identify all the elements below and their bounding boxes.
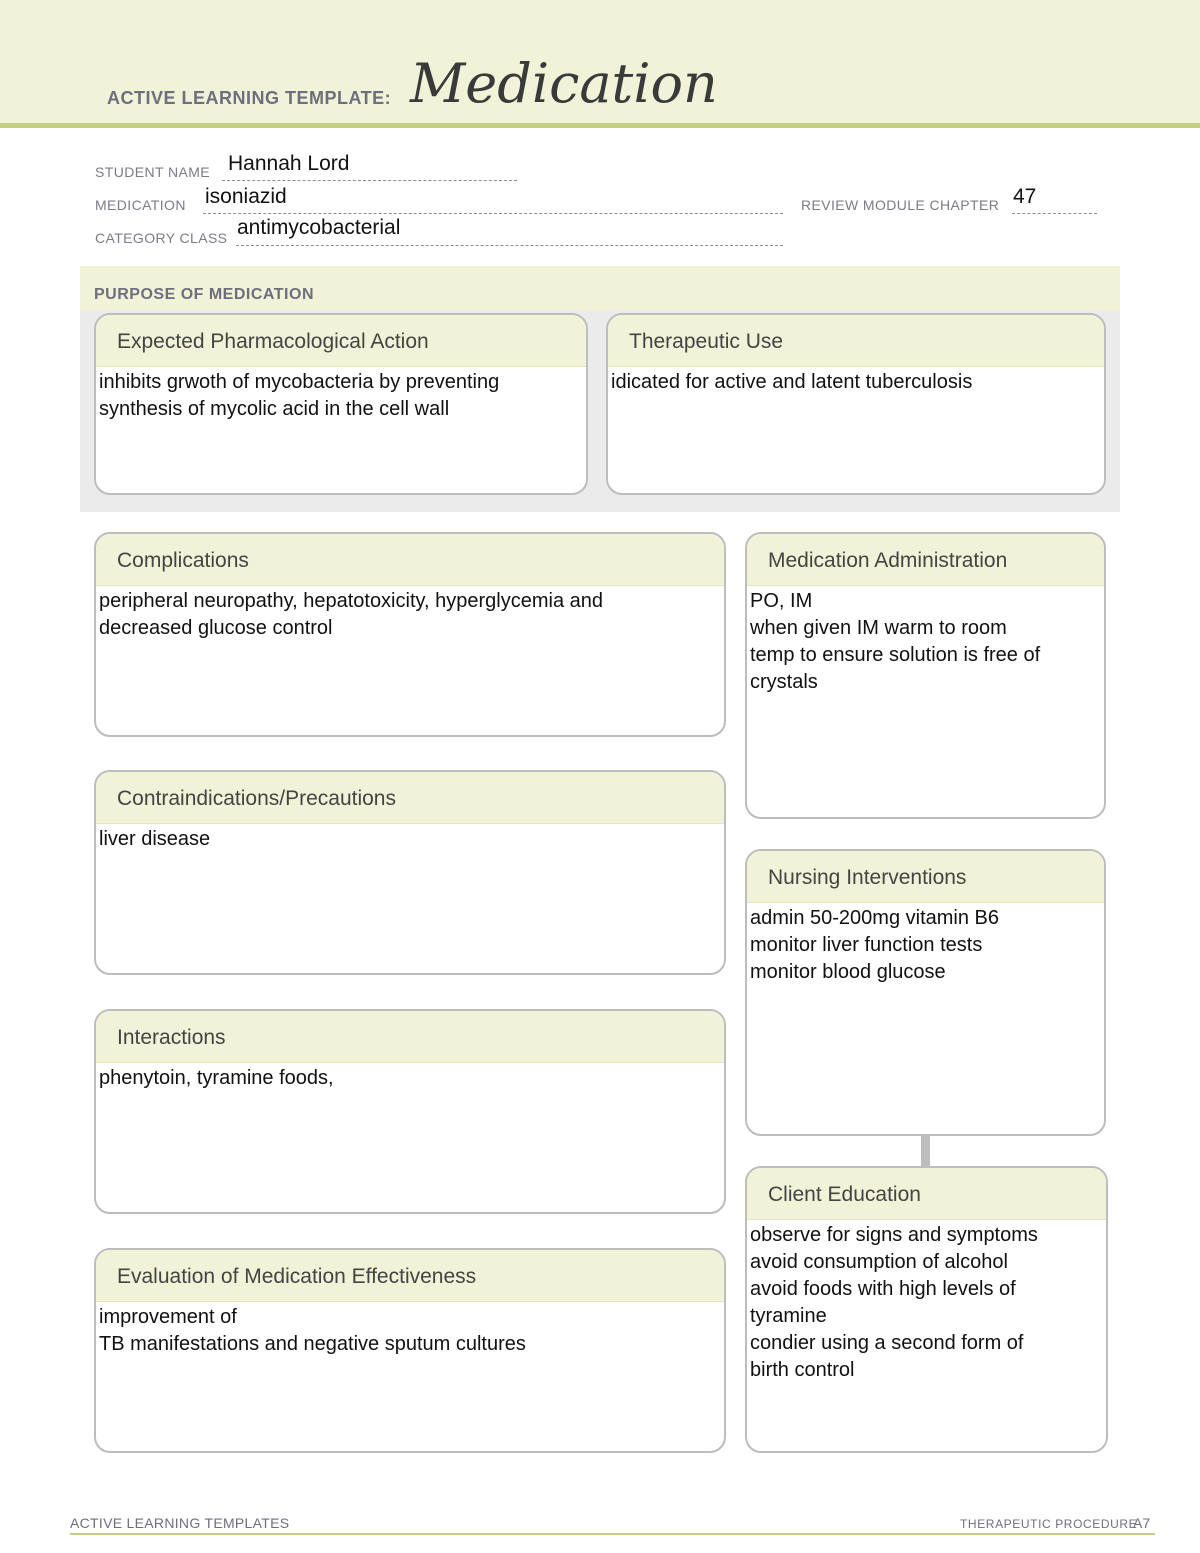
category-row <box>95 230 227 248</box>
contraindications-header <box>96 772 724 824</box>
administration-header <box>747 534 1104 586</box>
chapter-line <box>1012 213 1097 214</box>
nursing-body[interactable]: admin 50-200mg vitamin B6 monitor liver function tests monitor blood glucose <box>750 907 1000 983</box>
footer-rule <box>70 1533 1155 1535</box>
template-label: ACTIVE LEARNING TEMPLATE: <box>107 88 392 108</box>
chapter-row <box>801 197 999 215</box>
nursing-header <box>747 851 1104 903</box>
education-body[interactable]: observe for signs and symptoms avoid consumption of alcohol avoid foods with high levels of tyramine condier using a second form of birth control <box>750 1224 1038 1381</box>
expected-action-header <box>96 315 586 367</box>
footer-left-text: ACTIVE LEARNING TEMPLATES <box>70 1515 290 1531</box>
education-title: Client Education <box>768 1183 921 1206</box>
interactions-body[interactable]: phenytoin, tyramine foods, <box>99 1067 334 1089</box>
purpose-title: PURPOSE OF MEDICATION <box>94 286 314 303</box>
footer-right-text: THERAPEUTIC PROCEDURE <box>960 1517 1138 1531</box>
student-name-line <box>222 180 517 181</box>
complications-title: Complications <box>117 549 249 572</box>
category-value[interactable]: antimycobacterial <box>237 216 401 239</box>
interactions-box <box>94 1009 726 1214</box>
category-line <box>236 245 783 246</box>
complications-box <box>94 532 726 737</box>
evaluation-body[interactable]: improvement of TB manifestations and negative sputum cultures <box>99 1306 526 1355</box>
therapeutic-use-body[interactable]: idicated for active and latent tuberculosis <box>611 371 973 393</box>
nursing-title: Nursing Interventions <box>768 866 967 889</box>
connector-bar <box>921 1136 930 1166</box>
therapeutic-use-header <box>608 315 1104 367</box>
education-header <box>747 1168 1106 1220</box>
purpose-header <box>80 266 1120 310</box>
therapeutic-use-title: Therapeutic Use <box>629 330 784 353</box>
expected-action-body[interactable]: inhibits grwoth of mycobacteria by preventing synthesis of mycolic acid in the cell wall <box>99 371 500 420</box>
student-name-label: STUDENT NAME <box>95 164 210 180</box>
medication-line <box>203 213 783 214</box>
therapeutic-use-box <box>606 313 1106 495</box>
student-name-row <box>95 164 210 182</box>
interactions-header <box>96 1011 724 1063</box>
complications-header <box>96 534 724 586</box>
evaluation-box <box>94 1248 726 1453</box>
administration-title: Medication Administration <box>768 549 1008 572</box>
education-box <box>745 1166 1108 1453</box>
expected-action-box <box>94 313 588 495</box>
student-name-value[interactable]: Hannah Lord <box>228 152 350 175</box>
administration-box <box>745 532 1106 819</box>
contraindications-box <box>94 770 726 975</box>
chapter-label: REVIEW MODULE CHAPTER <box>801 197 1000 213</box>
contraindications-title: Contraindications/Precautions <box>117 787 396 810</box>
contraindications-body[interactable]: liver disease <box>99 828 211 850</box>
medication-value[interactable]: isoniazid <box>205 185 287 208</box>
expected-action-title: Expected Pharmacological Action <box>117 330 429 353</box>
page-title: Medication <box>410 52 718 115</box>
nursing-box <box>745 849 1106 1136</box>
page-number: A7 <box>1133 1515 1151 1531</box>
category-label: CATEGORY CLASS <box>95 230 228 246</box>
complications-body[interactable]: peripheral neuropathy, hepatotoxicity, hyperglycemia and decreased glucose control <box>99 590 604 639</box>
interactions-title: Interactions <box>117 1026 226 1049</box>
medication-row <box>95 197 186 215</box>
chapter-value[interactable]: 47 <box>1013 185 1037 208</box>
medication-label: MEDICATION <box>95 197 186 213</box>
evaluation-header <box>96 1250 724 1302</box>
administration-body[interactable]: PO, IM when given IM warm to room temp to ensure solution is free of crystals <box>750 590 1041 693</box>
evaluation-title: Evaluation of Medication Effectiveness <box>117 1265 477 1288</box>
